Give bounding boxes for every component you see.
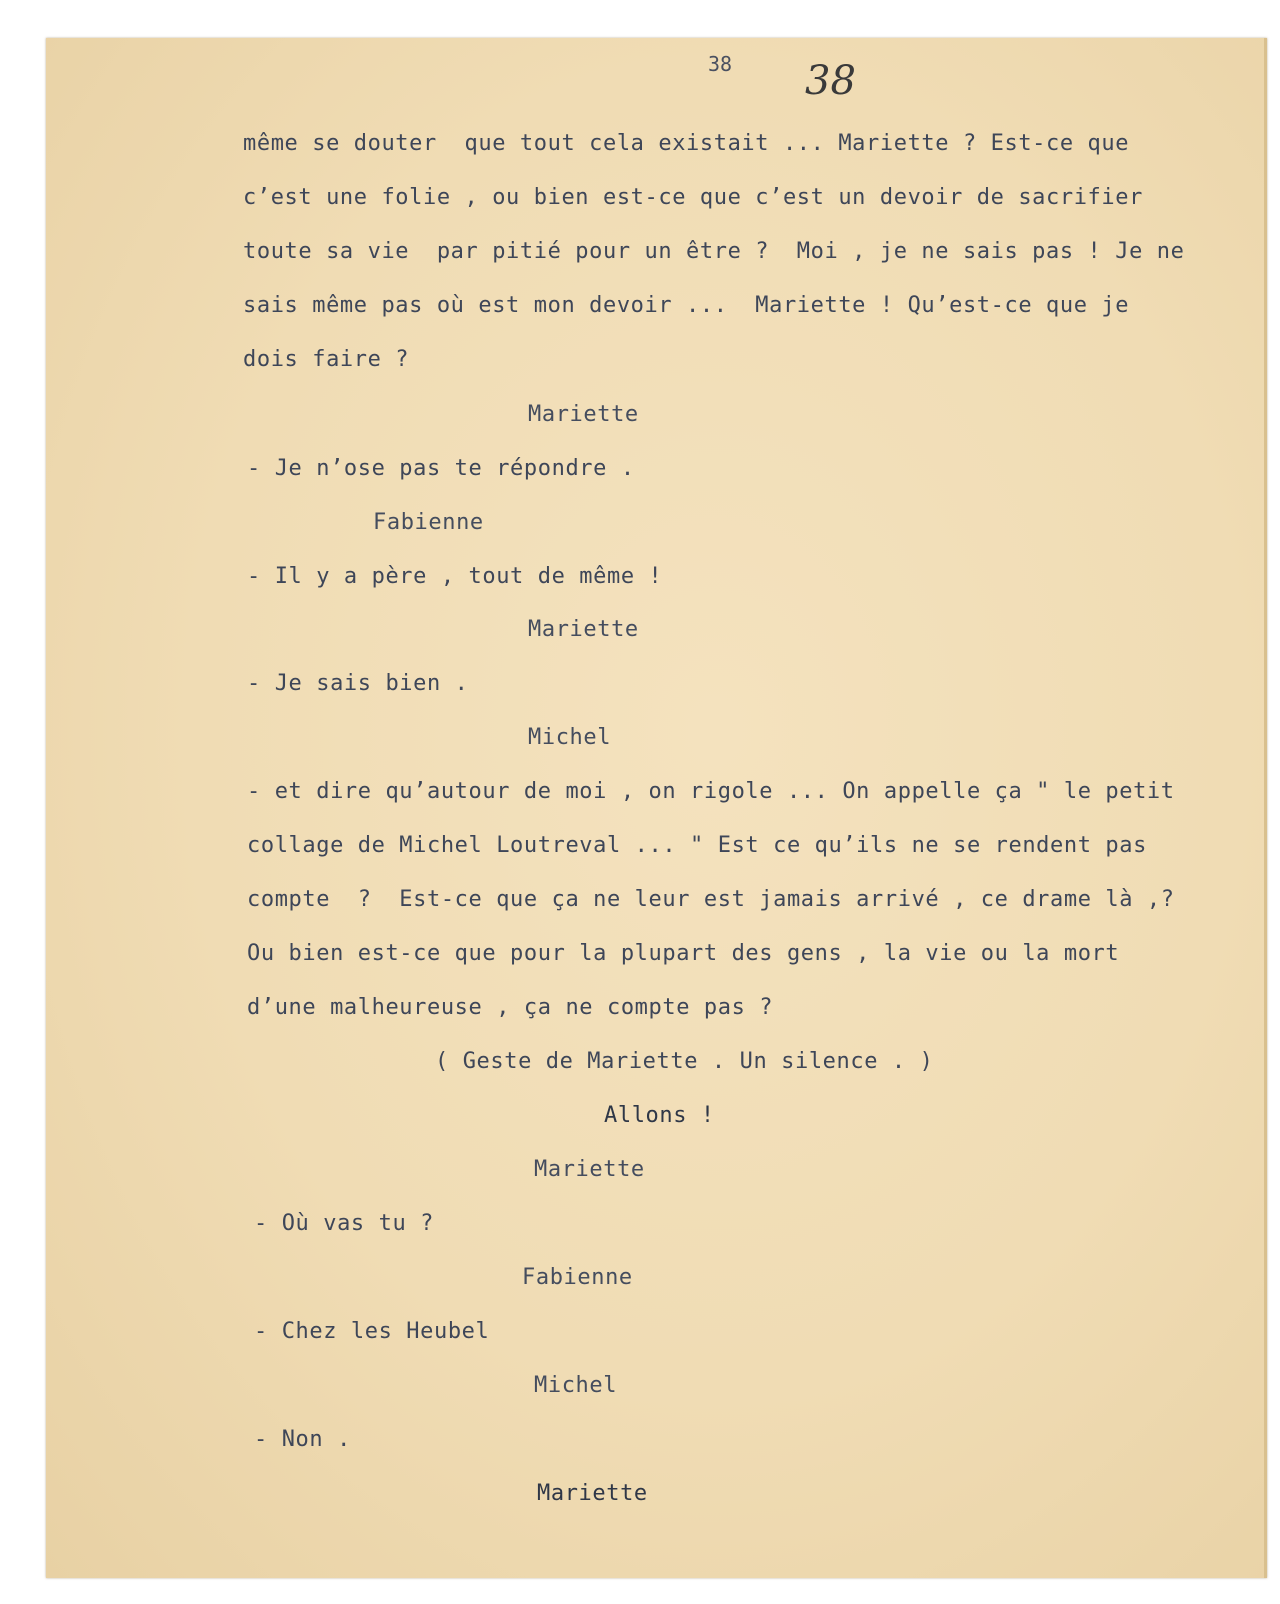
text-line: même se douter que tout cela existait ... Mariette ? Est-ce que (243, 131, 1130, 156)
dialogue-line: - Je n’ose pas te répondre . (247, 456, 635, 481)
dialogue-line: - Où vas tu ? (254, 1211, 434, 1236)
text-line: sais même pas où est mon devoir ... Mariette ! Qu’est-ce que je (243, 293, 1130, 318)
speaker-name: Mariette (537, 1481, 648, 1506)
text-line: c’est une folie , ou bien est-ce que c’est un devoir de sacrifier (243, 185, 1143, 210)
speaker-name: Fabienne (522, 1265, 633, 1290)
text-line: toute sa vie par pitié pour un être ? Moi , je ne sais pas ! Je ne (243, 239, 1185, 264)
dialogue-line: - Je sais bien . (247, 671, 469, 696)
speaker-name: Michel (534, 1373, 618, 1398)
speaker-name: Mariette (528, 617, 639, 642)
typed-page-number: 38 (708, 52, 733, 76)
dialogue-line: collage de Michel Loutreval ... " Est ce qu’ils ne se rendent pas (247, 833, 1147, 858)
speaker-name: Fabienne (373, 510, 484, 535)
dialogue-line: Ou bien est-ce que pour la plupart des gens , la vie ou la mort (247, 941, 1120, 966)
speaker-name: Mariette (534, 1157, 645, 1182)
stage-direction: ( Geste de Mariette . Un silence . ) (435, 1049, 934, 1074)
dialogue-continuation: Allons ! (604, 1103, 715, 1128)
speaker-name: Michel (528, 725, 612, 750)
dialogue-line: d’une malheureuse , ça ne compte pas ? (247, 995, 774, 1020)
dialogue-line: compte ? Est-ce que ça ne leur est jamais arrivé , ce drame là ,? (247, 887, 1175, 912)
dialogue-line: - Non . (254, 1427, 351, 1452)
dialogue-line: - Chez les Heubel (254, 1319, 490, 1344)
text-line: dois faire ? (243, 347, 410, 372)
handwritten-page-number: 38 (805, 58, 856, 104)
speaker-name: Mariette (528, 402, 639, 427)
typewritten-page (46, 38, 1267, 1578)
dialogue-line: - Il y a père , tout de même ! (247, 564, 663, 589)
dialogue-line: - et dire qu’autour de moi , on rigole ... On appelle ça " le petit (247, 779, 1175, 804)
